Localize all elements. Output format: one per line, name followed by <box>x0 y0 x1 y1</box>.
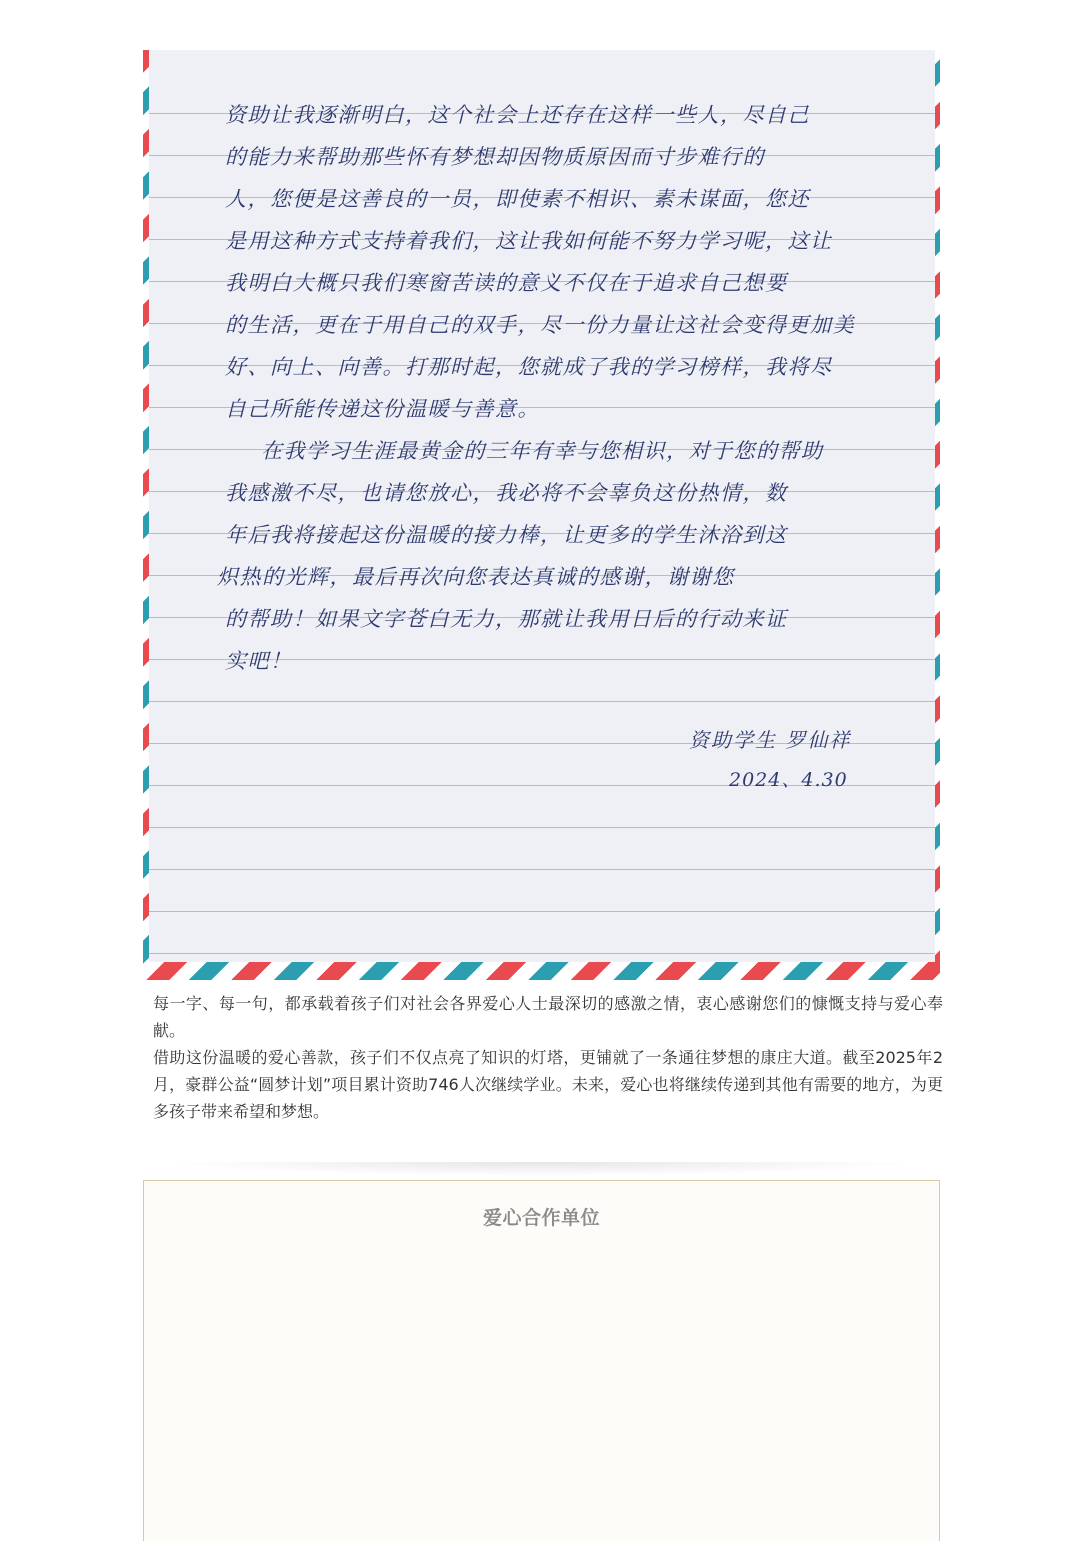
section-divider-shadow <box>163 1162 920 1176</box>
article-paragraph: 借助这份温暖的爱心善款，孩子们不仅点亮了知识的灯塔，更铺就了一条通往梦想的康庄大道。截至2025年2月，豪群公益“圆梦计划”项目累计资助746人次继续学业。未来，爱心也将继续传递到其他有需要的地方，为更多孩子带来希望和梦想。 <box>153 1048 943 1121</box>
letter-signature: 资助学生 罗仙祥 <box>689 728 852 752</box>
article-paragraph: 每一字、每一句，都承载着孩子们对社会各界爱心人士最深切的感激之情，衷心感谢您们的慷慨支持与爱心奉献。 <box>153 994 943 1040</box>
letter-line: 我感激不尽，也请您放心，我必将不会辜负这份热情，数 <box>225 481 788 505</box>
letter-line: 炽热的光辉，最后再次向您表达真诚的感谢，谢谢您 <box>217 565 735 589</box>
letter-line: 的生活，更在于用自己的双手，尽一份力量让这社会变得更加美 <box>225 313 855 337</box>
letter-photo <box>143 50 940 980</box>
article-body <box>153 990 943 1125</box>
letter-line: 在我学习生涯最黄金的三年有幸与您相识，对于您的帮助 <box>261 439 824 463</box>
letter-line: 好、向上、向善。打那时起，您就成了我的学习榜样，我将尽 <box>225 355 833 379</box>
letter-line: 我明白大概只我们寒窗苦读的意义不仅在于追求自己想要 <box>225 271 788 295</box>
letter-date: 2024、4.30 <box>729 769 848 791</box>
partners-title: 爱心合作单位 <box>482 1207 600 1229</box>
letter-line: 的能力来帮助那些怀有梦想却因物质原因而寸步难行的 <box>225 145 765 169</box>
letter-paper <box>149 50 935 962</box>
letter-line: 年后我将接起这份温暖的接力棒，让更多的学生沐浴到这 <box>225 523 788 547</box>
letter-line: 资助让我逐渐明白，这个社会上还存在这样一些人，尽自己 <box>225 103 810 127</box>
letter-line: 人，您便是这善良的一员，即使素不相识、素未谋面，您还 <box>225 187 810 211</box>
letter-line: 是用这种方式支持着我们，这让我如何能不努力学习呢，这让 <box>225 229 833 253</box>
letter-line: 自己所能传递这份温暖与善意。 <box>225 397 540 421</box>
partners-section <box>143 1180 940 1541</box>
letter-signature-block <box>689 720 851 800</box>
letter-line: 的帮助！如果文字苍白无力，那就让我用日后的行动来证 <box>225 607 788 631</box>
letter-line: 实吧！ <box>225 649 293 673</box>
letter-body <box>217 94 905 682</box>
